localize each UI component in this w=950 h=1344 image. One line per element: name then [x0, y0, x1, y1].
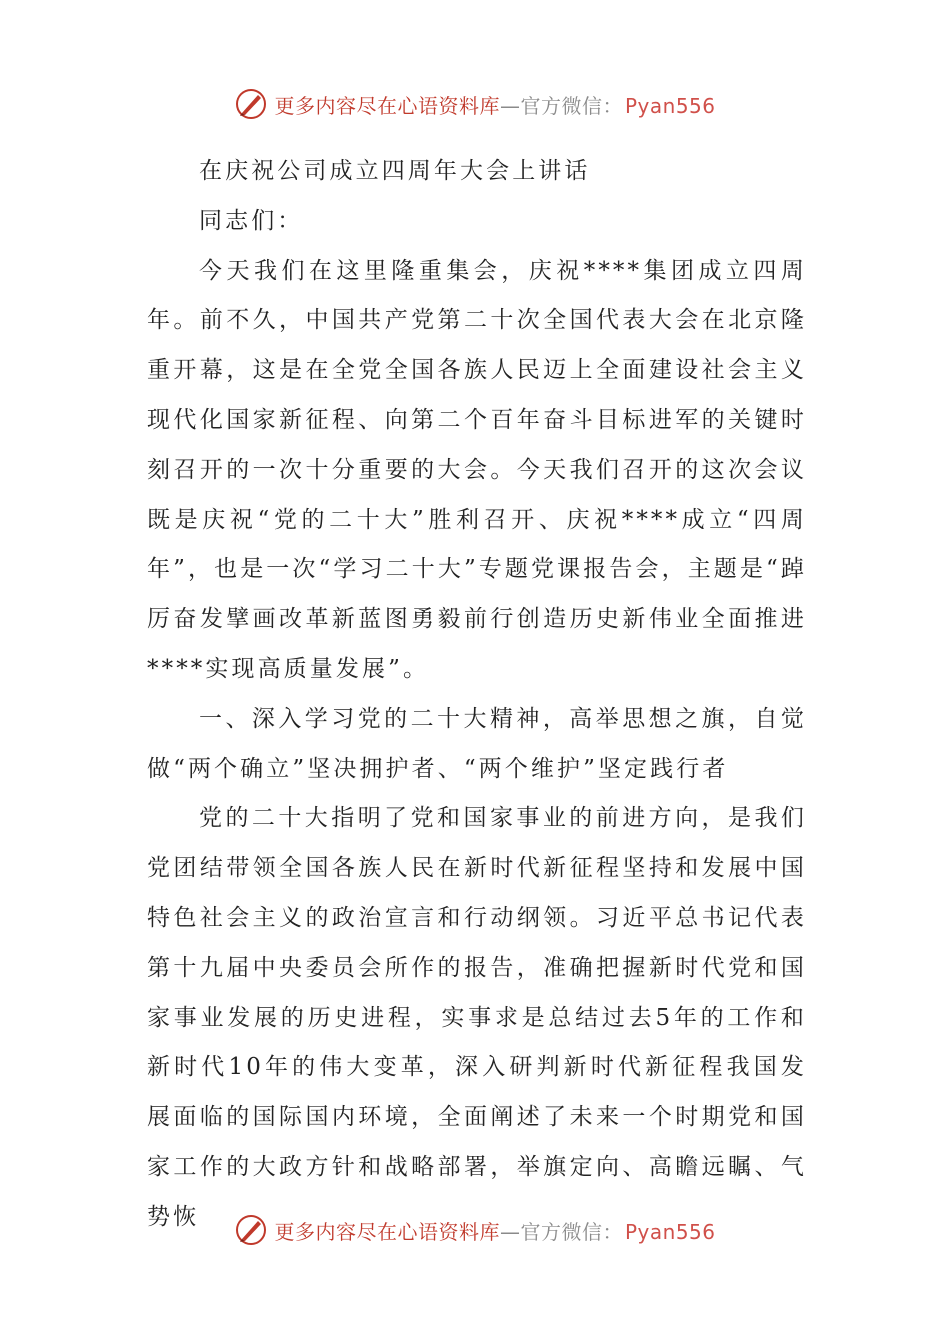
banner-dash: — — [499, 93, 521, 118]
banner-official-label: 官方微信： — [520, 1219, 623, 1244]
banner-official-label: 官方微信： — [520, 93, 623, 118]
salutation: 同志们： — [199, 207, 304, 234]
banner-wechat-id: Pyan556 — [624, 93, 716, 118]
header-watermark-banner — [0, 84, 950, 124]
banner-site-text: 更多内容尽在心语资料库 — [274, 93, 500, 118]
document-body — [147, 147, 807, 1243]
document-title: 在庆祝公司成立四周年大会上讲话 — [199, 158, 591, 184]
banner-site-text: 更多内容尽在心语资料库 — [274, 1219, 500, 1244]
banner-wechat-id: Pyan556 — [624, 1219, 716, 1244]
body-paragraph-2: 党的二十大指明了党和国家事业的前进方向，是我们党团结带领全国各族人民在新时代新征程坚持和发展中国特色社会主义的政治宣言和行动纲领。习近平总书记代表第十九届中央委员会所作的报告，准确把握新时代党和国家事业发展的历史进程，实事求是总结过去5年的工作和新时代10年的伟大变革，深入研判新时代新征程我国发展面临的国际国内环境，全面阐述了未来一个时期党和国家工作的大政方针和战略部署，举旗定向、高瞻远瞩、气势恢 — [147, 805, 807, 1230]
section-heading-1: 一、深入学习党的二十大精神，高举思想之旗，自觉做“两个确立”坚决拥护者、“两个维护”坚定践行者 — [147, 705, 807, 782]
footer-watermark-banner — [0, 1210, 950, 1250]
banner-dash: — — [499, 1219, 521, 1244]
quill-logo-icon — [234, 87, 268, 121]
body-paragraph-1: 今天我们在这里隆重集会，庆祝****集团成立四周年。前不久，中国共产党第二十次全国代表大会在北京隆重开幕，这是在全党全国各族人民迈上全面建设社会主义现代化国家新征程、向第二个百年奋斗目标进军的关键时刻召开的一次十分重要的大会。今天我们召开的这次会议既是庆祝“党的二十大”胜利召开、庆祝****成立“四周年”，也是一次“学习二十大”专题党课报告会，主题是“踔厉奋发擘画改革新蓝图勇毅前行创造历史新伟业全面推进****实现高质量发展”。 — [147, 257, 807, 682]
quill-logo-icon — [234, 1213, 268, 1247]
